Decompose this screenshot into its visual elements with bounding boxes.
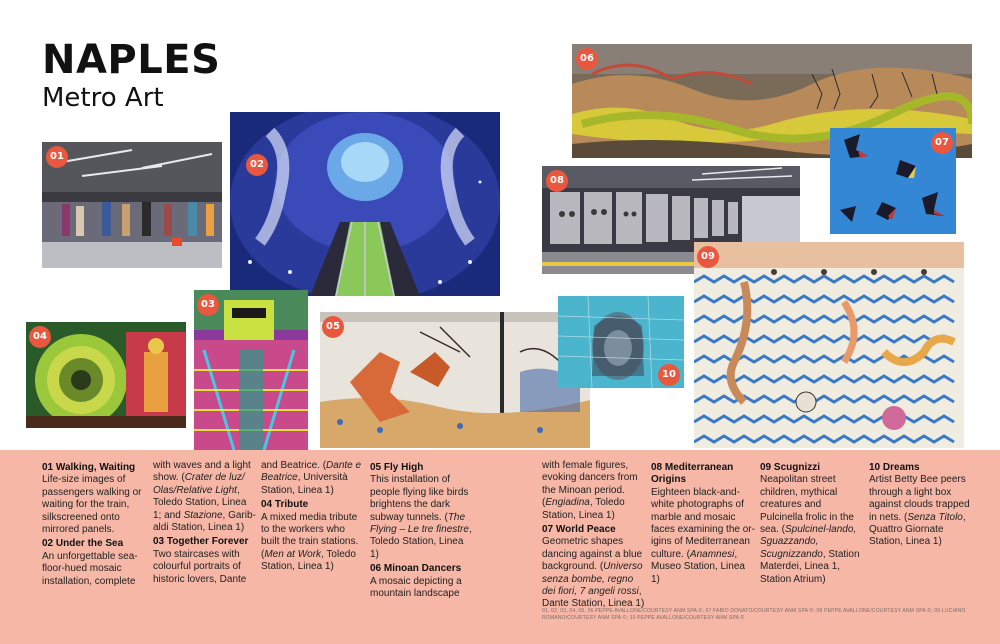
caption-10-cont: , Quattro Giornate Station, Linea 1) xyxy=(869,511,966,548)
caption-column-8 xyxy=(869,460,973,549)
badge-04: 04 xyxy=(29,326,51,348)
caption-10-heading: 10 Dreams xyxy=(869,462,920,473)
caption-06-heading: 06 Minoan Dancers xyxy=(370,563,462,575)
caption-08-body: Eighteen black-and-white photographs of marble and mosaic faces examining the or-igins of Mediterranean culture. ( xyxy=(651,486,755,560)
caption-07-title: Universo senza bombe, regno dei fiori, 7 angeli rossi xyxy=(542,561,643,598)
caption-06-title: Engiadina xyxy=(545,497,590,509)
caption-02-body: An unforgettable sea-floor-hued mosaic installation, complete xyxy=(42,550,138,587)
badge-06: 06 xyxy=(576,48,598,70)
caption-column-5 xyxy=(542,460,646,611)
badge-05: 05 xyxy=(322,316,344,338)
caption-09-title: Spulcinel-lando, Sguazzando, Scugnizzando xyxy=(760,524,857,560)
caption-08-title: Anamnesi xyxy=(689,548,735,560)
caption-08-cont: , Museo Station, Linea 1) xyxy=(651,548,745,585)
photo-09-scugnizzi xyxy=(694,242,964,448)
badge-08: 08 xyxy=(546,170,568,192)
caption-06-cont2: , Toledo Station, Linea 1) xyxy=(542,497,625,521)
caption-10-title: Senza Titolo xyxy=(907,511,963,523)
photo-credits: 01, 02, 03, 04, 05, 06 PEPPE AVALLONE/COURTESY ANM SPA ©; 07 FABIO DONATO/COURTESY ANM SPA ©; 08 PEPPE AVALLONE/COURTESY ANM SPA ©; 09 LUCIANO ROMANO/COURTESY ANM SPA ©; 10 PEPPE AVALLONE/COURTESY ANM SPA © xyxy=(542,608,966,621)
caption-04-body: A mixed media tribute to the workers who built the train stations. ( xyxy=(261,511,359,560)
caption-02-title: Crater de luz/ Olas/Relative Light xyxy=(153,472,245,496)
caption-03-cont2: , Università Station, Linea 1) xyxy=(261,472,348,496)
caption-column-1 xyxy=(42,460,146,588)
caption-column-4 xyxy=(370,460,474,600)
blue-mosaic-tunnel-image xyxy=(230,112,500,296)
badge-02: 02 xyxy=(246,154,268,176)
station-platform-image xyxy=(42,142,222,268)
caption-02-title2: Stazione xyxy=(183,509,223,521)
badge-01: 01 xyxy=(46,146,68,168)
caption-04-cont: , Toledo Station, Linea 1) xyxy=(261,548,356,573)
caption-03-heading: 03 Together Forever xyxy=(153,536,249,548)
caption-05-cont: , Toledo Station, Linea 1) xyxy=(370,524,472,560)
flying-people-mural-image xyxy=(320,312,590,448)
caption-06-cont: with female figures, evoking dancers from the Minoan period. ( xyxy=(542,460,638,509)
caption-09-body: Neapolitan street children, mythical creatures and Pulcinella frolic in the sea. ( xyxy=(760,474,854,536)
caption-02-cont: with waves and a light show. ( xyxy=(153,460,251,484)
caption-03-body: Two staircases with colourful portraits of historic lovers, Dante xyxy=(153,548,247,585)
caption-02-cont2: , Toledo Station, Linea 1; and xyxy=(153,484,247,521)
caption-01-heading: 01 Walking, Waiting xyxy=(42,462,136,473)
caption-02-heading: 02 Under the Sea xyxy=(42,538,124,550)
caption-column-2 xyxy=(153,460,257,586)
caption-03-cont: and Beatrice. ( xyxy=(261,460,327,471)
photo-02-under-the-sea xyxy=(230,112,500,296)
caption-09-cont: , Station Materdei, Linea 1, Station Atrium) xyxy=(760,548,860,585)
caption-02-cont3: , Garib-aldi Station, Linea 1) xyxy=(153,509,256,534)
caption-column-3 xyxy=(261,460,365,574)
caption-04-heading: 04 Tribute xyxy=(261,499,309,511)
badge-03: 03 xyxy=(197,294,219,316)
caption-05-body: This installation of people flying like birds brightens the dark subway tunnels. ( xyxy=(370,474,469,523)
sea-mosaic-image xyxy=(694,242,964,448)
caption-07-heading: 07 World Peace xyxy=(542,524,616,536)
caption-05-heading: 05 Fly High xyxy=(370,462,424,473)
page-title: NAPLES xyxy=(42,37,221,83)
caption-09-heading: 09 Scugnizzi xyxy=(760,462,821,473)
photo-05-fly-high xyxy=(320,312,590,448)
caption-07-cont: , Dante Station, Linea 1) xyxy=(542,586,645,610)
badge-10: 10 xyxy=(658,364,680,386)
caption-column-6 xyxy=(651,460,755,586)
caption-10-body: Artist Betty Bee peers through a light box against clouds trapped in nets. ( xyxy=(869,474,970,523)
caption-03-title: Dante e Beatrice xyxy=(261,460,362,484)
caption-01-body: Life-size images of passengers walking or waiting for the train, silkscreened onto mirrored panels. xyxy=(42,474,142,536)
photo-01-walking-waiting xyxy=(42,142,222,268)
badge-09: 09 xyxy=(697,246,719,268)
page-subtitle: Metro Art xyxy=(42,83,164,113)
caption-column-7 xyxy=(760,460,864,586)
caption-07-body: Geometric shapes dancing against a blue background. ( xyxy=(542,536,643,573)
badge-07: 07 xyxy=(931,132,953,154)
caption-05-title: The Flying – Le tre finestre xyxy=(370,511,469,536)
caption-08-heading: 08 Mediterranean Origins xyxy=(651,462,734,486)
caption-06-body: A mosaic depicting a mountain landscape xyxy=(370,575,462,600)
caption-04-title: Men at Work xyxy=(264,548,322,560)
